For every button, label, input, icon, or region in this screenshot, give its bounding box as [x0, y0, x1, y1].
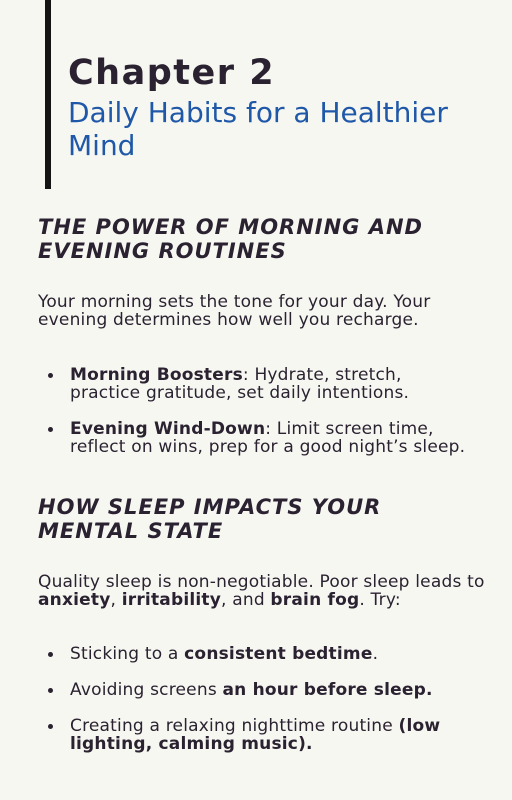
list-item-text: Avoiding screens [70, 680, 223, 700]
bullet-icon [48, 652, 53, 657]
section-paragraph-sleep [38, 573, 488, 609]
list-item-bold: an hour before sleep. [222, 680, 433, 700]
list-item-text: Sticking to a [70, 644, 185, 664]
bullet-icon [48, 427, 53, 432]
paragraph-bold: brain fog [270, 590, 360, 610]
list-item-text: Creating a relaxing nighttime routine [70, 716, 399, 736]
bullet-icon [48, 688, 53, 693]
list-item [0, 645, 470, 663]
list-item [0, 420, 470, 456]
paragraph-text: Quality sleep is non-negotiable. Poor sleep leads to [38, 572, 485, 592]
paragraph-text: , [110, 590, 122, 610]
list-item-text: : Hydrate, stretch, practice gratitude, set daily intentions. [70, 365, 410, 403]
list-item [0, 717, 470, 753]
paragraph-text: . Try: [359, 590, 401, 610]
chapter-title: Chapter 2 [68, 53, 276, 93]
list-item-bold: (low lighting, calming music). [70, 716, 441, 754]
chapter-subtitle: Daily Habits for a Healthier Mind [68, 96, 448, 162]
section-paragraph-routines: Your morning sets the tone for your day. Your evening determines how well you recharge. [38, 292, 431, 330]
routines-list [0, 366, 470, 474]
paragraph-bold: irritability [121, 590, 222, 610]
section-heading-sleep: HOW SLEEP IMPACTS YOUR MENTAL STATE [38, 495, 382, 543]
sleep-tips-list [0, 645, 470, 771]
paragraph-bold: anxiety [38, 590, 111, 610]
bullet-icon [48, 724, 53, 729]
list-item [0, 366, 470, 402]
paragraph-text: , and [221, 590, 271, 610]
list-item-bold: Morning Boosters [70, 365, 243, 385]
list-item-bold: consistent bedtime [184, 644, 373, 664]
list-item-text: : Limit screen time, reflect on wins, prep for a good night’s sleep. [70, 419, 466, 457]
list-item-bold: Evening Wind-Down [70, 419, 266, 439]
accent-bar [45, 0, 51, 189]
list-item [0, 681, 470, 699]
section-heading-routines: THE POWER OF MORNING AND EVENING ROUTINES [38, 215, 423, 263]
bullet-icon [48, 373, 53, 378]
list-item-text: . [372, 644, 379, 664]
